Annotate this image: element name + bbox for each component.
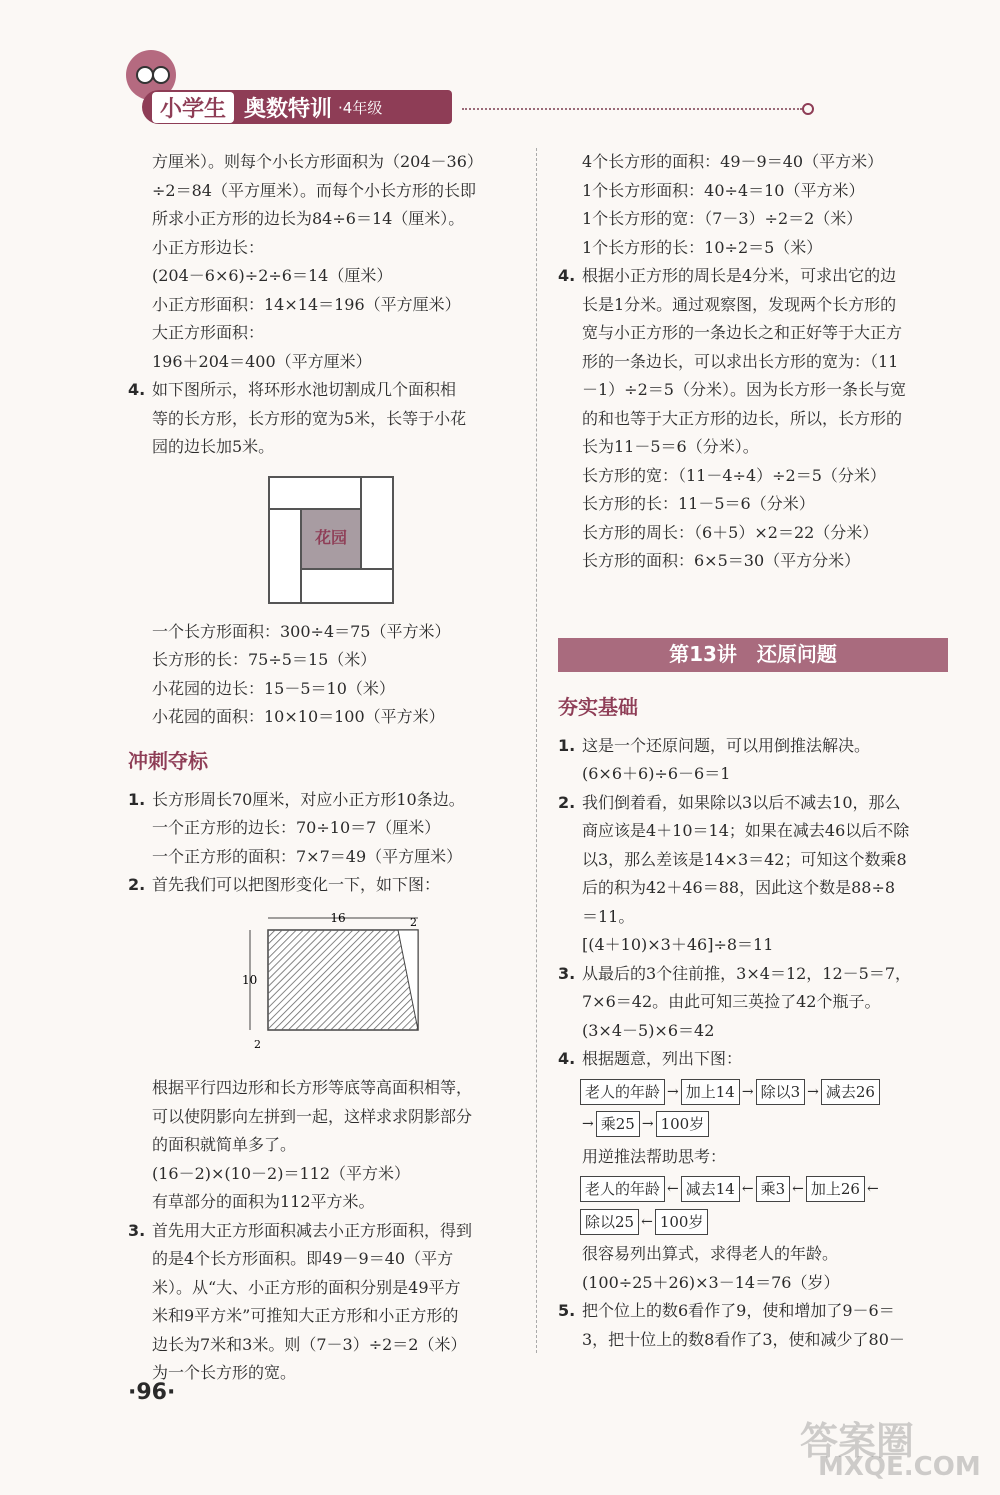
page-header — [122, 50, 822, 140]
text-line: (16－2)×(10－2)＝112（平方米） — [152, 1163, 410, 1183]
flow-box: 加上14 — [681, 1079, 740, 1105]
text-line: 首先我们可以把图形变化一下，如下图： — [152, 875, 441, 894]
arrow-right-icon: → — [667, 1083, 679, 1100]
text-line: 如下图所示，将环形水池切割成几个面积相 — [152, 380, 457, 399]
text-line: 有草部分的面积为112平方米。 — [152, 1192, 375, 1211]
text-line: －1）÷2＝5（分米）。因为长方形一条长与宽 — [582, 380, 906, 399]
header-dot-end — [802, 103, 814, 115]
text-line: 长是1分米。通过观察图，发现两个长方形的 — [582, 294, 897, 314]
figure-line — [270, 508, 300, 510]
text-line: (204－6×6)÷2÷6＝14（厘米） — [152, 266, 393, 285]
flow-backward-row-1 — [580, 1175, 948, 1204]
text-line: 可以使阴影向左拼到一起，这样求求阴影部分 — [152, 1106, 473, 1126]
text-line: 以3，那么差该是14×3＝42；可知这个数乘8 — [582, 849, 907, 869]
text-line: 等的长方形，长方形的宽为5米，长等于小花 — [152, 408, 467, 428]
item-number: 2. — [558, 792, 576, 812]
text-line: ÷2＝84（平方厘米）。而每个小长方形的长即 — [152, 180, 476, 200]
text-line: 1个长方形面积：40÷4＝10（平方米） — [582, 180, 865, 200]
item-number: 3. — [558, 963, 576, 983]
flow-forward-row-1 — [580, 1078, 948, 1107]
text-line: 长方形周长70厘米，对应小正方形10条边。 — [152, 789, 465, 809]
text-line: 从最后的3个往前推，3×4＝12，12－5＝7， — [582, 963, 912, 983]
flow-box: 100岁 — [656, 1111, 710, 1137]
figure-line — [300, 568, 302, 602]
flow-backward-row-2 — [580, 1208, 948, 1237]
text-line: 的和也等于大正方形的边长，所以，长方形的 — [582, 408, 903, 428]
flow-box: 加上26 — [806, 1176, 865, 1202]
item-4-result — [558, 1240, 948, 1297]
answer-item-4-flow — [558, 1045, 948, 1074]
continued-block — [558, 148, 948, 262]
text-line: 后的积为42＋46＝88，因此这个数是88÷8 — [582, 878, 896, 897]
shaded-region — [268, 930, 418, 1030]
figure-line — [360, 568, 392, 570]
text-line: 商应该是4＋10＝14；如果在减去46以后不除 — [582, 821, 910, 840]
mascot-eye-right — [152, 66, 170, 84]
watermark-url: MXQE.COM — [818, 1452, 981, 1482]
text-line: 米）。从“大、小正方形的面积分别是49平方 — [152, 1277, 461, 1297]
item-number: 1. — [128, 789, 146, 809]
arrow-right-icon: → — [641, 1116, 654, 1132]
arrow-left-icon: ← — [641, 1213, 653, 1230]
answer-item-5-right — [558, 1297, 948, 1354]
item-number: 4. — [558, 1049, 576, 1068]
text-line: 大正方形面积： — [152, 323, 265, 342]
text-line: 宽与小正方形的一条边长之和正好等于大正方 — [582, 323, 903, 342]
text-line: [(4＋10)×3＋46]÷8＝11 — [582, 935, 774, 954]
text-line: 边长为7米和3米。则（7－3）÷2＝2（米） — [152, 1334, 467, 1354]
answer-item-3 — [128, 1217, 520, 1388]
answer-item-1 — [128, 786, 520, 872]
garden-label: 花园 — [314, 528, 347, 548]
item-number: 4. — [128, 380, 146, 399]
arrow-right-icon: → — [582, 1116, 594, 1132]
watermark-logo: 答案圈 — [800, 1419, 915, 1463]
answer-item-2-right — [558, 789, 948, 960]
flow-box: 老人的年龄 — [580, 1079, 665, 1105]
arrow-right-icon: → — [807, 1083, 819, 1100]
text-line: 用逆推法帮助思考： — [582, 1146, 727, 1166]
text-line: 方厘米）。则每个小长方形面积为（204－36） — [152, 152, 483, 171]
item-number: 3. — [128, 1220, 146, 1240]
text-line: 很容易列出算式，求得老人的年龄。 — [582, 1244, 839, 1263]
text-line: 小花园的面积：10×10＝100（平方米） — [152, 707, 445, 726]
lecture-title-bar — [558, 638, 948, 672]
flow-box: 减去14 — [681, 1176, 740, 1202]
arrow-right-icon: → — [741, 1083, 754, 1100]
flow-box: 除以3 — [756, 1079, 806, 1105]
text-line: 米和9平方米”可推知大正方形和小正方形的 — [152, 1306, 459, 1325]
arrow-left-icon: ← — [792, 1181, 804, 1197]
header-dotted-line — [462, 108, 802, 110]
arrow-left-icon: ← — [667, 1181, 679, 1197]
text-line: 小花园的边长：15－5＝10（米） — [152, 678, 395, 698]
dimension-label-top: 16 — [330, 910, 346, 925]
item-4-calculations — [128, 618, 520, 732]
answer-item-4-right — [558, 262, 948, 576]
text-line: 长为11－5＝6（分米）。 — [582, 437, 759, 456]
grade-label: ·4年级 — [338, 98, 383, 117]
text-line: 这是一个还原问题，可以用倒推法解决。 — [582, 735, 871, 755]
header-banner — [142, 90, 452, 124]
text-line: 一个正方形的面积：7×7＝49（平方厘米） — [152, 846, 463, 866]
text-line: 一个长方形面积：300÷4＝75（平方米） — [152, 621, 451, 641]
text-line: 长方形的宽：（11－4÷4）÷2＝5（分米） — [582, 465, 886, 485]
answer-item-4 — [128, 376, 520, 462]
shaded-rectangle-figure — [238, 910, 438, 1055]
column-divider — [536, 148, 537, 1353]
item-number: 4. — [558, 266, 576, 285]
arrow-left-icon: ← — [866, 1181, 879, 1197]
text-line: 首先用大正方形面积减去小正方形面积，得到 — [152, 1220, 473, 1240]
intro-block — [128, 148, 520, 376]
text-line: 7×6＝42。由此可知三英捡了42个瓶子。 — [582, 992, 881, 1011]
section-title-sprint: 冲刺夺标 — [128, 748, 208, 773]
dimension-label-bottom-left: 2 — [254, 1037, 261, 1051]
text-line: (6×6＋6)÷6－6＝1 — [582, 764, 731, 783]
flow-box: 乘3 — [756, 1176, 791, 1202]
item-2-explanation — [128, 1074, 520, 1217]
left-column — [128, 148, 520, 1388]
dimension-label-top-right: 2 — [410, 915, 417, 929]
text-line: 的面积就简单多了。 — [152, 1135, 297, 1154]
answer-item-3-right — [558, 960, 948, 1046]
text-line: ＝11。 — [582, 906, 635, 926]
text-line: 4个长方形的面积：49－9＝40（平方米） — [582, 152, 884, 171]
text-line: 园的边长加5米。 — [152, 437, 275, 456]
text-line: 为一个长方形的宽。 — [152, 1363, 297, 1382]
text-line: 小正方形面积：14×14＝196（平方厘米） — [152, 294, 461, 314]
text-line: 根据平行四边形和长方形等底等高面积相等， — [152, 1078, 473, 1097]
text-line: 3，把十位上的数8看作了3，使和减少了80－ — [582, 1329, 905, 1349]
brand-label: 小学生 — [152, 92, 234, 123]
text-line: 根据题意，列出下图： — [582, 1049, 743, 1068]
flow-forward-row-2 — [580, 1110, 948, 1139]
flow-box: 100岁 — [655, 1209, 709, 1235]
section-title-basics: 夯实基础 — [558, 694, 638, 719]
flow-box: 除以25 — [580, 1209, 639, 1235]
figure-line — [360, 478, 362, 508]
text-line: 小正方形边长： — [152, 237, 265, 257]
garden-square — [300, 508, 362, 570]
flow-box: 老人的年龄 — [580, 1176, 665, 1202]
dimension-label-left: 10 — [242, 972, 258, 987]
text-line: 长方形的长：75÷5＝15（米） — [152, 650, 377, 669]
item-number: 2. — [128, 875, 146, 894]
text-line: 196＋204＝400（平方厘米） — [152, 351, 372, 371]
text-line: 把个位上的数6看作了9，使和增加了9－6＝ — [582, 1301, 895, 1320]
text-line: 一个正方形的边长：70÷10＝7（厘米） — [152, 818, 441, 837]
text-line: 1个长方形的宽：（7－3）÷2＝2（米） — [582, 209, 863, 228]
item-number: 5. — [558, 1301, 576, 1320]
text-line: 根据小正方形的周长是4分米，可求出它的边 — [582, 266, 897, 285]
page-number: ·96· — [128, 1380, 176, 1405]
text-line: 长方形的长：11－5＝6（分米） — [582, 494, 815, 513]
answer-item-2 — [128, 871, 520, 900]
text-line: 长方形的面积：6×5＝30（平方分米） — [582, 551, 861, 570]
text-line: 形的一条边长，可以求出长方形的宽为：（11 — [582, 351, 899, 371]
text-line: 长方形的周长：（6＋5）×2＝22（分米） — [582, 522, 879, 542]
series-label: 奥数特训 — [244, 96, 333, 122]
text-line: 1个长方形的长：10÷2＝5（米） — [582, 237, 823, 257]
lecture-title: 第13讲 还原问题 — [669, 642, 837, 667]
flow-box: 乘25 — [596, 1111, 640, 1137]
text-line: (100÷25＋26)×3－14＝76（岁） — [582, 1272, 840, 1292]
text-line: (3×4－5)×6＝42 — [582, 1020, 715, 1040]
text-line: 所求小正方形的边长为84÷6＝14（厘米）。 — [152, 209, 465, 228]
flow-box: 减去26 — [821, 1079, 880, 1105]
text-line: 的是4个长方形面积。即49－9＝40（平方 — [152, 1249, 454, 1268]
text-line: 我们倒着看，如果除以3以后不减去10，那么 — [582, 792, 901, 812]
arrow-left-icon: ← — [741, 1181, 754, 1197]
garden-figure — [268, 476, 394, 604]
right-column — [558, 148, 948, 1354]
item-number: 1. — [558, 735, 576, 755]
answer-item-1-right — [558, 732, 948, 789]
